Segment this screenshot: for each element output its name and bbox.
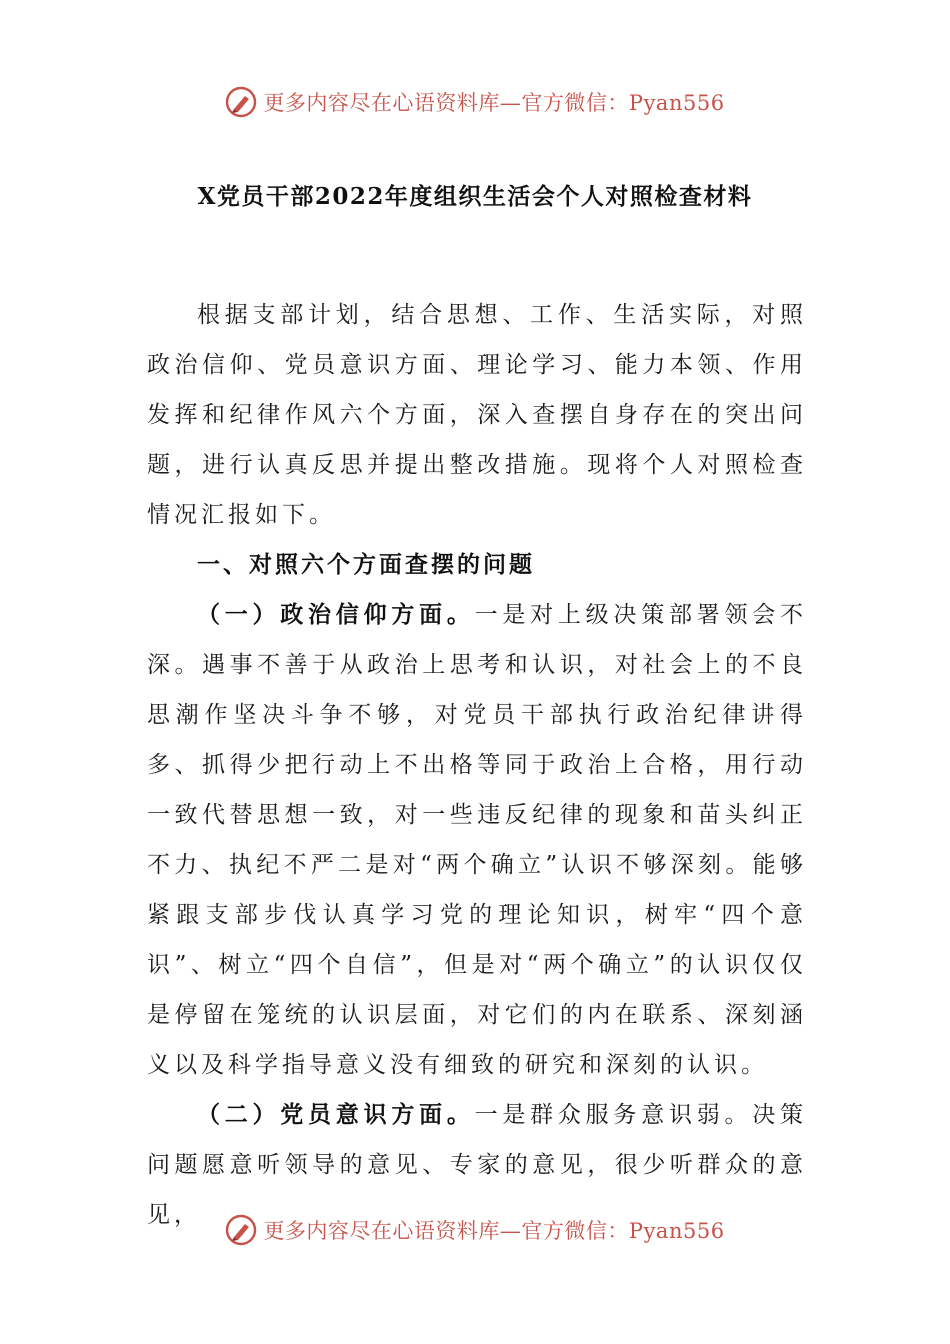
pen-logo-icon xyxy=(225,1214,257,1246)
section-heading: 一、对照六个方面查摆的问题 xyxy=(197,551,535,578)
subsection-paragraph-1 xyxy=(147,590,807,1090)
document-body xyxy=(147,290,807,1240)
subsection-text-1: 一是对上级决策部署领会不深。遇事不善于从政治上思考和认识，对社会上的不良思潮作坚决斗争不够，对党员干部执行政治纪律讲得多、抓得少把行动上不出格等同于政治上合格，用行动一致代替思想一致，对一些违反纪律的现象和苗头纠正不力、执纪不严二是对“两个确立”认识不够深刻。能够紧跟支部步伐认真学习党的理论知识，树牢“四个意识”、树立“四个自信”，但是对“两个确立”的认识仅仅是停留在笼统的认识层面，对它们的内在联系、深刻涵义以及科学指导意义没有细致的研究和深刻的认识。 xyxy=(147,602,808,1078)
subsection-text-2: 一是群众服务意识弱。决策问题愿意听领导的意见、专家的意见，很少听群众的意见， xyxy=(147,1102,808,1228)
subsection-lead-1: （一）政治信仰方面。 xyxy=(197,601,475,628)
subsection-lead-2: （二）党员意识方面。 xyxy=(197,1101,475,1128)
intro-paragraph: 根据支部计划，结合思想、工作、生活实际，对照政治信仰、党员意识方面、理论学习、能力本领、作用发挥和纪律作风六个方面，深入查摆自身存在的突出问题，进行认真反思并提出整改措施。现将个人对照检查情况汇报如下。 xyxy=(147,302,807,528)
pen-logo-icon xyxy=(225,86,257,118)
document-title: X党员干部2022年度组织生活会个人对照检查材料 xyxy=(197,183,753,210)
watermark-banner-top xyxy=(0,80,950,124)
watermark-text: 更多内容尽在心语资料库—官方微信：Pyan556 xyxy=(263,91,725,115)
watermark-banner-bottom xyxy=(0,1208,950,1252)
watermark-text: 更多内容尽在心语资料库—官方微信：Pyan556 xyxy=(263,1219,725,1243)
